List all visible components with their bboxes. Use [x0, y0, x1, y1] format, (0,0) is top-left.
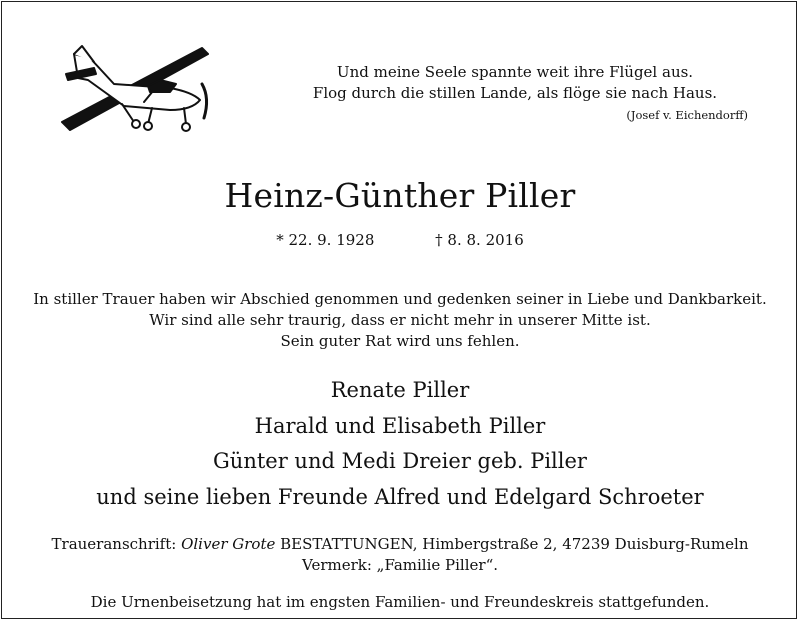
quote-line: Flog durch die stillen Lande, als flöge sie nach Haus. [312, 84, 718, 102]
message-line: In stiller Trauer haben wir Abschied genommen und gedenken seiner in Liebe und Dankbarkeit. [33, 290, 767, 308]
message-line: Wir sind alle sehr traurig, dass er nicht mehr in unserer Mitte ist. [149, 311, 651, 329]
quote-line: Und meine Seele spannte weit ihre Flügel aus. [336, 63, 694, 81]
deceased-name: Heinz-Günther Piller [224, 176, 576, 215]
mourner-name: und seine lieben Freunde Alfred und Edelgard Schroeter [96, 484, 704, 509]
poem-quote [290, 62, 740, 104]
mourning-address [0, 534, 800, 576]
address-line [0, 534, 800, 555]
mourners-list [0, 373, 800, 515]
birth-date: * 22. 9. 1928 [276, 231, 375, 249]
condolence-message [0, 289, 800, 352]
mourner-name: Günter und Medi Dreier geb. Piller [213, 449, 587, 473]
quote-author: (Josef v. Eichendorff) [626, 108, 748, 122]
address-rest: BESTATTUNGEN, Himbergstraße 2, 47239 Duisburg-Rumeln [275, 535, 749, 553]
mourner-name: Harald und Elisabeth Piller [254, 413, 546, 438]
airplane-icon [52, 40, 222, 136]
address-note: Vermerk: „Familie Piller“. [301, 556, 499, 574]
address-prefix: Traueranschrift: [51, 535, 182, 553]
life-dates [0, 231, 800, 249]
burial-note: Die Urnenbeisetzung hat im engsten Familien- und Freundeskreis stattgefunden. [90, 593, 710, 611]
death-date: † 8. 8. 2016 [435, 231, 524, 249]
mourner-name: Renate Piller [330, 378, 470, 402]
undertaker-name: Oliver Grote [181, 535, 276, 553]
message-line: Sein guter Rat wird uns fehlen. [280, 332, 520, 350]
